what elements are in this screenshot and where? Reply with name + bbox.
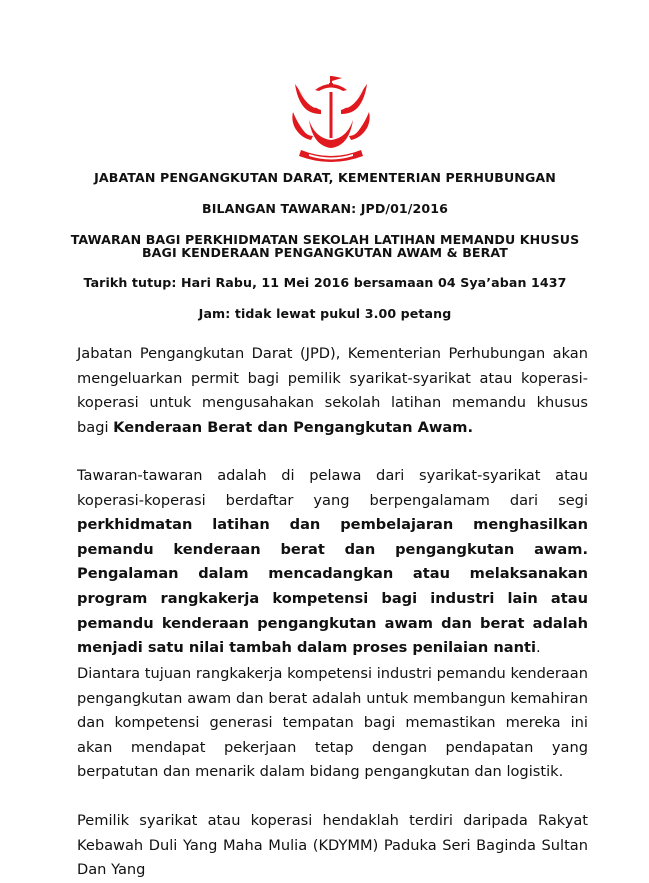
- offer-title-line-1: TAWARAN BAGI PERKHIDMATAN SEKOLAH LATIHAN MEMANDU KHUSUS: [70, 232, 580, 247]
- paragraph-2-bold: perkhidmatan latihan dan pembelajaran menghasilkan pemandu kenderaan berat dan pengangkutan awam. Pengalaman dalam mencadangkan atau melaksanakan program rangkakerja kompetensi bagi industri lain atau pemandu kenderaan pengangkutan awam dan berat adalah menjadi satu nilai tambah dalam proses penilaian nanti: [77, 516, 588, 657]
- brunei-crest-icon: [287, 74, 377, 170]
- department-heading: JABATAN PENGANGKUTAN DARAT, KEMENTERIAN PERHUBUNGAN: [94, 170, 556, 185]
- closing-date: Tarikh tutup: Hari Rabu, 11 Mei 2016 bersamaan 04 Sya’aban 1437: [83, 275, 567, 290]
- paragraph-2-end: .: [535, 639, 541, 657]
- paragraph-2-text: Tawaran-tawaran adalah di pelawa dari syarikat-syarikat atau koperasi-koperasi berdaftar yang berpengalamam dari segi: [77, 467, 588, 509]
- paragraph-1: [77, 342, 588, 440]
- closing-time: Jam: tidak lewat pukul 3.00 petang: [198, 306, 452, 321]
- offer-number: BILANGAN TAWARAN: JPD/01/2016: [202, 201, 448, 216]
- paragraph-4: Pemilik syarikat atau koperasi hendaklah terdiri daripada Rakyat Kebawah Duli Yang Maha Mulia (KDYMM) Paduka Seri Baginda Sultan Dan Yang: [77, 812, 588, 879]
- paragraph-1-bold: Kenderaan Berat dan Pengangkutan Awam.: [113, 418, 473, 436]
- paragraph-3: Diantara tujuan rangkakerja kompetensi industri pemandu kenderaan pengangkutan awam dan berat adalah untuk membangun kemahiran dan kompetensi generasi tempatan bagi memastikan mereka ini akan mendapat pekerjaan tetap dengan pendapatan yang berpatutan dan menarik dalam bidang pengangkutan dan logistik.: [77, 665, 588, 781]
- paragraph-1-text: Jabatan Pengangkutan Darat (JPD), Kementerian Perhubungan akan mengeluarkan permit bagi pemilik syarikat-syarikat atau koperasi-koperasi untuk mengusahakan sekolah latihan memandu khusus bagi: [77, 345, 588, 436]
- paragraph-2: [77, 464, 588, 661]
- offer-title-line-2: BAGI KENDERAAN PENGANGKUTAN AWAM & BERAT: [141, 245, 508, 260]
